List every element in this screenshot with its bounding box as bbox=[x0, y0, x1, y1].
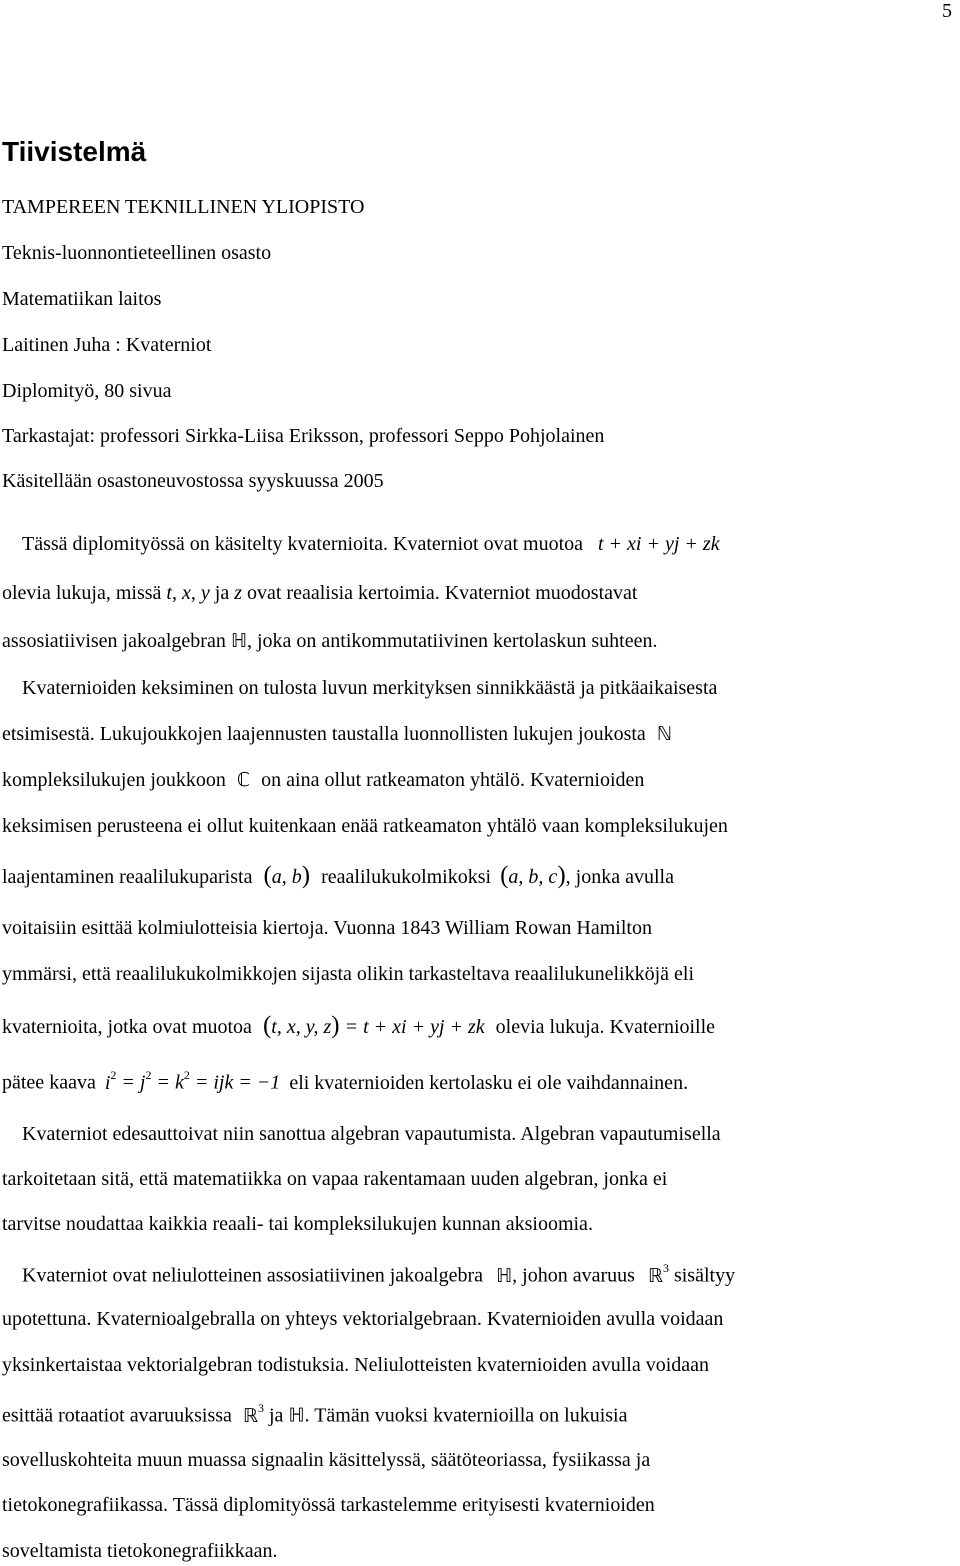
exponent: 3 bbox=[257, 1401, 264, 1415]
quaternion-set-symbol: ℍ bbox=[495, 1264, 513, 1287]
page-number: 5 bbox=[942, 0, 952, 22]
body-text: ja bbox=[214, 582, 230, 604]
body-text: assosiatiivisen jakoalgebran bbox=[2, 630, 226, 652]
exponent: 2 bbox=[183, 1068, 190, 1082]
body-text: , johon avaruus bbox=[512, 1264, 635, 1287]
body-line bbox=[2, 582, 637, 605]
body-text: . Tämän vuoksi kvaternioilla on lukuisia bbox=[304, 1404, 628, 1427]
body-line: tarkoitetaan sitä, että matematiikka on vapaa rakentamaan uuden algebran, jonka ei bbox=[2, 1168, 668, 1190]
body-line: tietokonegrafiikassa. Tässä diplomityössä tarkastelemme erityisesti kvaternioiden bbox=[2, 1494, 655, 1516]
body-line: sovelluskohteita muun muassa signaalin käsittelyssä, säätöteoriassa, fysiikassa ja bbox=[2, 1449, 651, 1471]
natural-set-symbol: ℕ bbox=[656, 723, 672, 745]
var-y: y bbox=[200, 582, 210, 604]
real-set-symbol: ℝ bbox=[242, 1404, 258, 1427]
body-text: ja bbox=[268, 1404, 284, 1427]
body-text: Kvaterniot ovat neliulotteinen assosiatiivinen jakoalgebra bbox=[22, 1264, 483, 1287]
body-line bbox=[2, 1070, 688, 1095]
var-t: t bbox=[166, 582, 172, 604]
body-line bbox=[2, 630, 657, 653]
quaternion-set-symbol: ℍ bbox=[230, 630, 247, 652]
body-line: Kvaterniot edesauttoivat niin sanottua algebran vapautumista. Algebran vapautumisella bbox=[22, 1123, 721, 1145]
body-line bbox=[22, 1263, 735, 1288]
body-line bbox=[2, 723, 672, 746]
eq-ijk: = ijk = −1 bbox=[194, 1071, 281, 1094]
page-title: Tiivistelmä bbox=[2, 136, 147, 167]
header-thesis: Diplomityö, 80 sivua bbox=[2, 380, 172, 402]
body-text: olevia lukuja, missä bbox=[2, 582, 162, 604]
quaternion-form: t + xi + yj + zk bbox=[598, 533, 720, 555]
paren-close: ) bbox=[331, 1012, 340, 1039]
paren-close: ) bbox=[301, 862, 311, 889]
quad-rhs: = t + xi + yj + zk bbox=[344, 1016, 485, 1038]
header-university: TAMPEREEN TEKNILLINEN YLIOPISTO bbox=[2, 196, 365, 218]
quaternion-set-symbol: ℍ bbox=[288, 1404, 305, 1427]
var-x: x bbox=[181, 582, 191, 604]
header-institute: Matematiikan laitos bbox=[2, 288, 162, 310]
paren-open: ( bbox=[262, 1012, 272, 1039]
pair-ab: a, b bbox=[271, 866, 302, 888]
body-text: Tässä diplomityössä on käsitelty kvaternioita. Kvaterniot ovat muotoa bbox=[22, 533, 583, 555]
body-text: laajentaminen reaalilukuparista bbox=[2, 866, 253, 888]
eq-j: = j bbox=[121, 1071, 146, 1094]
comma: , bbox=[171, 582, 177, 604]
exponent: 2 bbox=[145, 1068, 152, 1082]
quad-txyz: t, x, y, z bbox=[271, 1016, 332, 1038]
body-line: Kvaternioiden keksiminen on tulosta luvun merkityksen sinnikkäästä ja pitkäaikaisesta bbox=[22, 677, 718, 699]
comma: , bbox=[190, 582, 196, 604]
body-text: esittää rotaatiot avaruuksissa bbox=[2, 1404, 232, 1427]
triple-abc: a, b, c bbox=[508, 866, 558, 888]
exponent: 2 bbox=[110, 1068, 117, 1082]
body-line bbox=[2, 1012, 715, 1040]
body-text: kvaternioita, jotka ovat muotoa bbox=[2, 1016, 252, 1038]
real-set-symbol: ℝ bbox=[647, 1264, 663, 1287]
body-text: olevia lukuja. Kvaternioille bbox=[495, 1016, 716, 1038]
body-line: ymmärsi, että reaalilukukolmikkojen sijasta olikin tarkasteltava reaalilukunelikköjä eli bbox=[2, 963, 695, 985]
eq-k: = k bbox=[156, 1071, 184, 1094]
header-examiners: Tarkastajat: professori Sirkka-Liisa Eriksson, professori Seppo Pohjolainen bbox=[2, 425, 605, 447]
body-line: tarvitse noudattaa kaikkia reaali- tai kompleksilukujen kunnan aksioomia. bbox=[2, 1213, 593, 1235]
body-text: sisältyy bbox=[673, 1264, 736, 1287]
body-text: , joka on antikommutatiivinen kertolaskun suhteen. bbox=[246, 630, 658, 652]
body-line bbox=[22, 533, 720, 556]
exponent: 3 bbox=[662, 1261, 669, 1275]
body-line: voitaisiin esittää kolmiulotteisia kiertoja. Vuonna 1843 William Rowan Hamilton bbox=[2, 917, 652, 939]
body-text: on aina ollut ratkeamaton yhtälö. Kvaternioiden bbox=[261, 769, 645, 791]
body-line bbox=[2, 862, 674, 890]
body-text: ovat reaalisia kertoimia. Kvaterniot muodostavat bbox=[247, 582, 638, 604]
paren-open: ( bbox=[500, 862, 509, 889]
header-department: Teknis-luonnontieteellinen osasto bbox=[2, 242, 272, 264]
header-author-title: Laitinen Juha : Kvaterniot bbox=[2, 334, 212, 356]
body-line bbox=[2, 769, 644, 792]
body-text: reaalilukukolmikoksi bbox=[321, 866, 492, 888]
body-text: etsimisestä. Lukujoukkojen laajennusten taustalla luonnollisten lukujen joukosta bbox=[2, 723, 646, 745]
body-text: pätee kaava bbox=[2, 1071, 96, 1094]
body-text: , jonka avulla bbox=[565, 866, 674, 888]
eq-i: i bbox=[104, 1071, 111, 1094]
complex-set-symbol: ℂ bbox=[236, 769, 251, 791]
body-line: keksimisen perusteena ei ollut kuitenkaan enää ratkeamaton yhtälö vaan kompleksilukujen bbox=[2, 815, 728, 837]
body-line: upotettuna. Kvaternioalgebralla on yhteys vektorialgebraan. Kvaternioiden avulla voidaan bbox=[2, 1308, 724, 1330]
body-line bbox=[2, 1403, 628, 1428]
body-text: kompleksilukujen joukkoon bbox=[2, 769, 226, 791]
var-z: z bbox=[234, 582, 242, 604]
paren-open: ( bbox=[263, 862, 272, 889]
paren-close: ) bbox=[557, 862, 566, 889]
body-line: yksinkertaistaa vektorialgebran todistuksia. Neliulotteisten kvaternioiden avulla voidaan bbox=[2, 1354, 710, 1376]
body-line: soveltamista tietokonegrafiikkaan. bbox=[2, 1540, 278, 1562]
body-text: eli kvaternioiden kertolasku ei ole vaihdannainen. bbox=[289, 1071, 689, 1094]
header-review: Käsitellään osastoneuvostossa syyskuussa 2005 bbox=[2, 470, 384, 492]
